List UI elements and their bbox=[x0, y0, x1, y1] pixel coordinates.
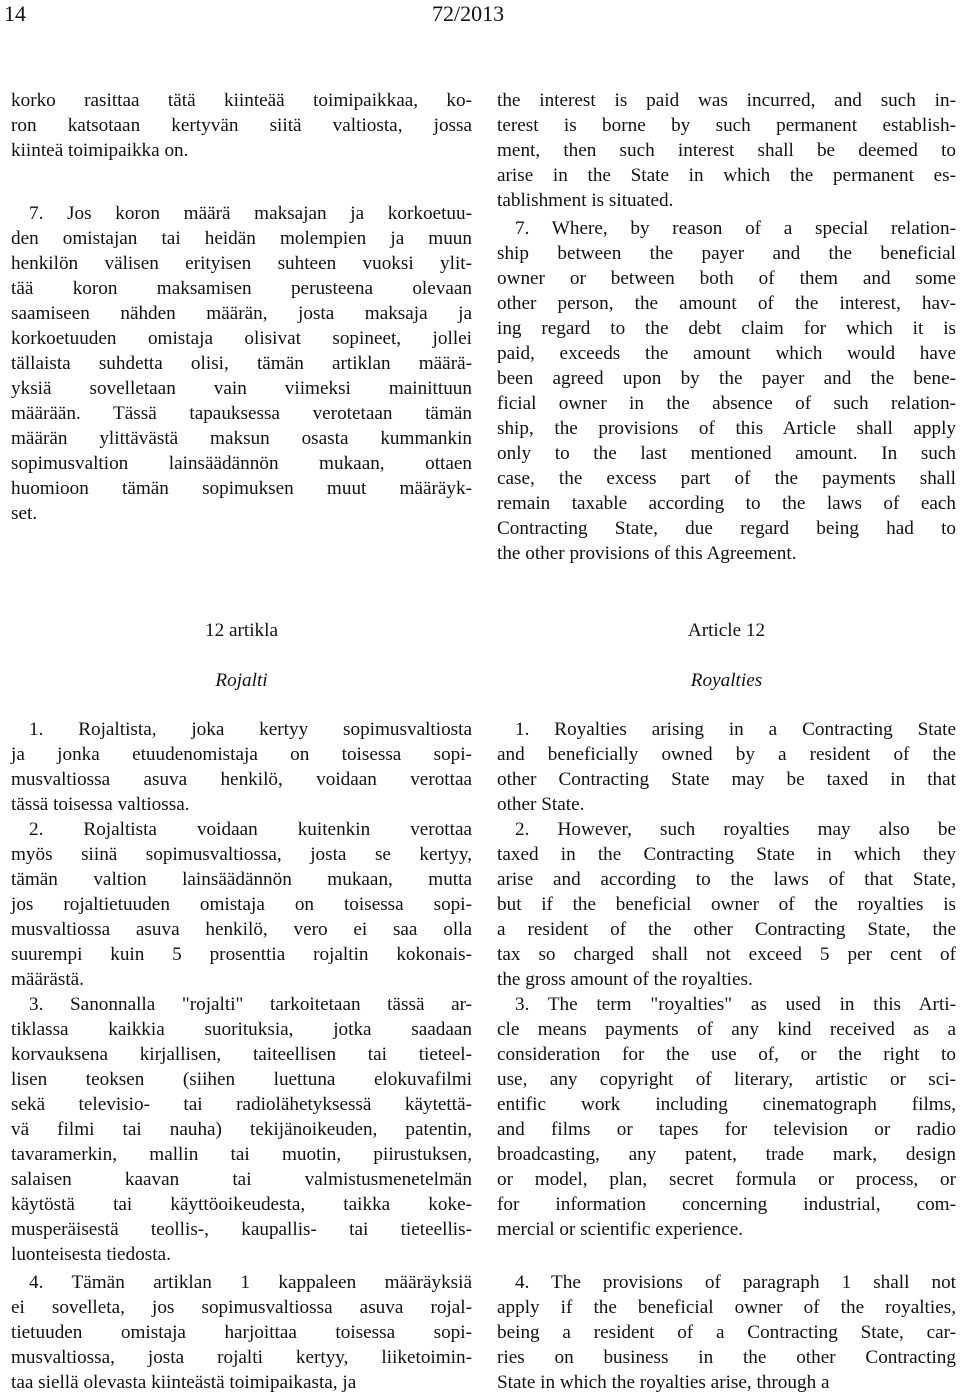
en-paragraph-7 bbox=[497, 216, 956, 566]
text-line: and films or tapes for television or radio bbox=[497, 1119, 956, 1140]
text-line: määrästä. bbox=[11, 969, 84, 990]
text-line: arise in the State in which the permanent es- bbox=[497, 165, 956, 186]
en-intro-paragraph bbox=[497, 88, 956, 213]
text-line: but if the beneficial owner of the royalties is bbox=[497, 894, 956, 915]
fi-paragraph-2 bbox=[11, 817, 472, 992]
en-paragraph-3 bbox=[497, 992, 956, 1242]
text-line: tiklassa kaikkia suorituksia, jotka saadaan bbox=[11, 1019, 472, 1040]
text-line: salaisen kaavan tai valmistusmenetelmän bbox=[11, 1169, 472, 1190]
text-line: tablishment is situated. bbox=[497, 190, 674, 211]
text-line: ship, the provisions of this Article shall apply bbox=[497, 418, 956, 439]
text-line: tää koron maksamisen perusteena olevaan bbox=[11, 278, 472, 299]
text-line: a resident of the other Contracting State, the bbox=[497, 919, 956, 940]
text-line: case, the excess part of the payments shall bbox=[497, 468, 956, 489]
text-line: yksiä sovelletaan vain viimeksi mainittuun bbox=[11, 378, 472, 399]
text-line: ries on business in the other Contracting bbox=[497, 1347, 956, 1368]
en-article-title: Royalties bbox=[690, 670, 763, 691]
text-line: tax so charged shall not exceed 5 per cent of bbox=[497, 944, 956, 965]
text-line: suurempi kuin 5 prosenttia rojaltin kokonais- bbox=[11, 944, 472, 965]
text-line: other State. bbox=[497, 794, 585, 815]
text-line: musvaltiossa, josta rojalti kertyy, liiketoimin- bbox=[11, 1347, 472, 1368]
text-line: kiinteä toimipaikka on. bbox=[11, 140, 189, 161]
text-line: remain taxable according to the laws of each bbox=[497, 493, 956, 514]
text-line: apply if the beneficial owner of the royalties, bbox=[497, 1297, 956, 1318]
fi-intro-paragraph bbox=[11, 88, 472, 163]
text-line: paid, exceeds the amount which would have bbox=[497, 343, 956, 364]
text-line: terest is borne by such permanent establish- bbox=[497, 115, 956, 136]
text-line: ing regard to the debt claim for which it is bbox=[497, 318, 956, 339]
text-line: huomioon tämän sopimuksen muut määräyk- bbox=[11, 478, 472, 499]
text-line: musvaltiossa asuva henkilö, voidaan verottaa bbox=[11, 769, 472, 790]
text-line: sopimusvaltion lainsäädännön mukaan, ottaen bbox=[11, 453, 472, 474]
text-line: korvauksena kirjallisen, taiteellisen tai tieteel- bbox=[11, 1044, 472, 1065]
text-line: tässä toisessa valtiossa. bbox=[11, 794, 190, 815]
page-header bbox=[0, 0, 960, 30]
en-paragraph-2 bbox=[497, 817, 956, 992]
issue-number: 72/2013 bbox=[432, 1, 505, 26]
text-line: musperäisestä teollis-, kaupallis- tai tieteellis- bbox=[11, 1219, 472, 1240]
text-line: or model, plan, secret formula or process, or bbox=[497, 1169, 956, 1190]
text-line: 2. However, such royalties may also be bbox=[515, 819, 956, 840]
text-line: Contracting State, due regard being had to bbox=[497, 518, 956, 539]
text-line: jos rojaltietuuden omistaja on toisessa sopi- bbox=[11, 894, 472, 915]
text-line: myös siinä sopimusvaltiossa, josta se kertyy, bbox=[11, 844, 472, 865]
text-line: 3. Sanonnalla "rojalti" tarkoitetaan tässä ar- bbox=[29, 994, 472, 1015]
text-line: luonteisesta tiedosta. bbox=[11, 1244, 171, 1265]
fi-paragraph-4 bbox=[11, 1270, 472, 1395]
text-line: käytöstä tai käyttöoikeudesta, taikka koke- bbox=[11, 1194, 472, 1215]
text-line: ron katsotaan kertyvän siitä valtiosta, jossa bbox=[11, 115, 472, 136]
text-line: korko rasittaa tätä kiinteää toimipaikkaa, ko- bbox=[11, 90, 472, 111]
text-line: tämän valtion lainsäädännön mukaan, mutta bbox=[11, 869, 472, 890]
text-line: taa siellä olevasta kiinteästä toimipaikasta, ja bbox=[11, 1372, 357, 1393]
text-line: tavaramerkin, mallin tai muotin, piirustuksen, bbox=[11, 1144, 472, 1165]
text-line: musvaltiossa asuva henkilö, vero ei saa olla bbox=[11, 919, 472, 940]
text-line: consideration for the use of, or the right to bbox=[497, 1044, 956, 1065]
text-line: 1. Royalties arising in a Contracting State bbox=[515, 719, 956, 740]
en-article-heading: Article 12 bbox=[687, 620, 766, 641]
text-line: ei sovelleta, jos sopimusvaltiossa asuva rojal- bbox=[11, 1297, 472, 1318]
text-line: ship between the payer and the beneficial bbox=[497, 243, 956, 264]
text-line: arise and according to the laws of that State, bbox=[497, 869, 956, 890]
text-line: cle means payments of any kind received as a bbox=[497, 1019, 956, 1040]
en-paragraph-1 bbox=[497, 717, 956, 817]
text-line: the gross amount of the royalties. bbox=[497, 969, 753, 990]
text-line: määrään. Tässä tapauksessa verotetaan tämän bbox=[11, 403, 472, 424]
text-line: other person, the amount of the interest, hav- bbox=[497, 293, 956, 314]
text-line: 2. Rojaltista voidaan kuitenkin verottaa bbox=[29, 819, 472, 840]
text-line: broadcasting, any patent, trade mark, design bbox=[497, 1144, 956, 1165]
text-line: korkoetuuden omistaja olisivat sopineet, jollei bbox=[11, 328, 472, 349]
text-line: the interest is paid was incurred, and such in- bbox=[497, 90, 956, 111]
text-line: the other provisions of this Agreement. bbox=[497, 543, 797, 564]
text-line: 4. The provisions of paragraph 1 shall not bbox=[515, 1272, 956, 1293]
text-line: taxed in the Contracting State in which they bbox=[497, 844, 956, 865]
text-line: being a resident of a Contracting State, car- bbox=[497, 1322, 956, 1343]
text-line: henkilön välisen erityisen suhteen vuoksi ylit- bbox=[11, 253, 472, 274]
text-line: State in which the royalties arise, through a bbox=[497, 1372, 830, 1393]
text-line: entific work including cinematograph films, bbox=[497, 1094, 956, 1115]
text-line: 3. The term "royalties" as used in this Arti- bbox=[515, 994, 956, 1015]
text-line: lisen teoksen (siihen luettuna elokuvafilmi bbox=[11, 1069, 472, 1090]
text-line: määrän ylittävästä maksun osasta kummankin bbox=[11, 428, 472, 449]
text-line: sekä televisio- tai radiolähetyksessä käytettä- bbox=[11, 1094, 472, 1115]
en-paragraph-4 bbox=[497, 1270, 956, 1395]
page-number: 14 bbox=[4, 1, 26, 26]
text-line: only to the last mentioned amount. In such bbox=[497, 443, 956, 464]
text-line: 4. Tämän artiklan 1 kappaleen määräyksiä bbox=[29, 1272, 472, 1293]
text-line: 7. Jos koron määrä maksajan ja korkoetuu- bbox=[29, 203, 472, 224]
text-line: 7. Where, by reason of a special relation- bbox=[515, 218, 956, 239]
text-line: saamiseen nähden määrän, josta maksaja ja bbox=[11, 303, 472, 324]
text-line: ficial owner in the absence of such relation- bbox=[497, 393, 956, 414]
text-line: mercial or scientific experience. bbox=[497, 1219, 744, 1240]
text-line: 1. Rojaltista, joka kertyy sopimusvaltiosta bbox=[29, 719, 472, 740]
text-line: set. bbox=[11, 503, 38, 524]
text-line: use, any copyright of literary, artistic or sci- bbox=[497, 1069, 956, 1090]
text-line: ja jonka etuudenomistaja on toisessa sopi- bbox=[11, 744, 472, 765]
text-line: for information concerning industrial, com- bbox=[497, 1194, 956, 1215]
text-line: and beneficially owned by a resident of the bbox=[497, 744, 956, 765]
text-line: tällaista suhdetta olisi, tämän artiklan määrä- bbox=[11, 353, 472, 374]
text-line: den omistajan tai heidän molempien ja muun bbox=[11, 228, 472, 249]
text-line: ment, then such interest shall be deemed to bbox=[497, 140, 956, 161]
fi-paragraph-7 bbox=[11, 201, 472, 526]
text-line: owner or between both of them and some bbox=[497, 268, 956, 289]
fi-article-heading: 12 artikla bbox=[205, 620, 278, 641]
text-line: other Contracting State may be taxed in that bbox=[497, 769, 956, 790]
text-line: tietuuden omistaja harjoittaa toisessa sopi- bbox=[11, 1322, 472, 1343]
fi-paragraph-1 bbox=[11, 717, 472, 817]
fi-paragraph-3 bbox=[11, 992, 472, 1267]
fi-article-title: Rojalti bbox=[215, 670, 268, 691]
text-line: vä filmi tai nauha) tekijänoikeuden, patentin, bbox=[11, 1119, 472, 1140]
text-line: been agreed upon by the payer and the bene- bbox=[497, 368, 956, 389]
